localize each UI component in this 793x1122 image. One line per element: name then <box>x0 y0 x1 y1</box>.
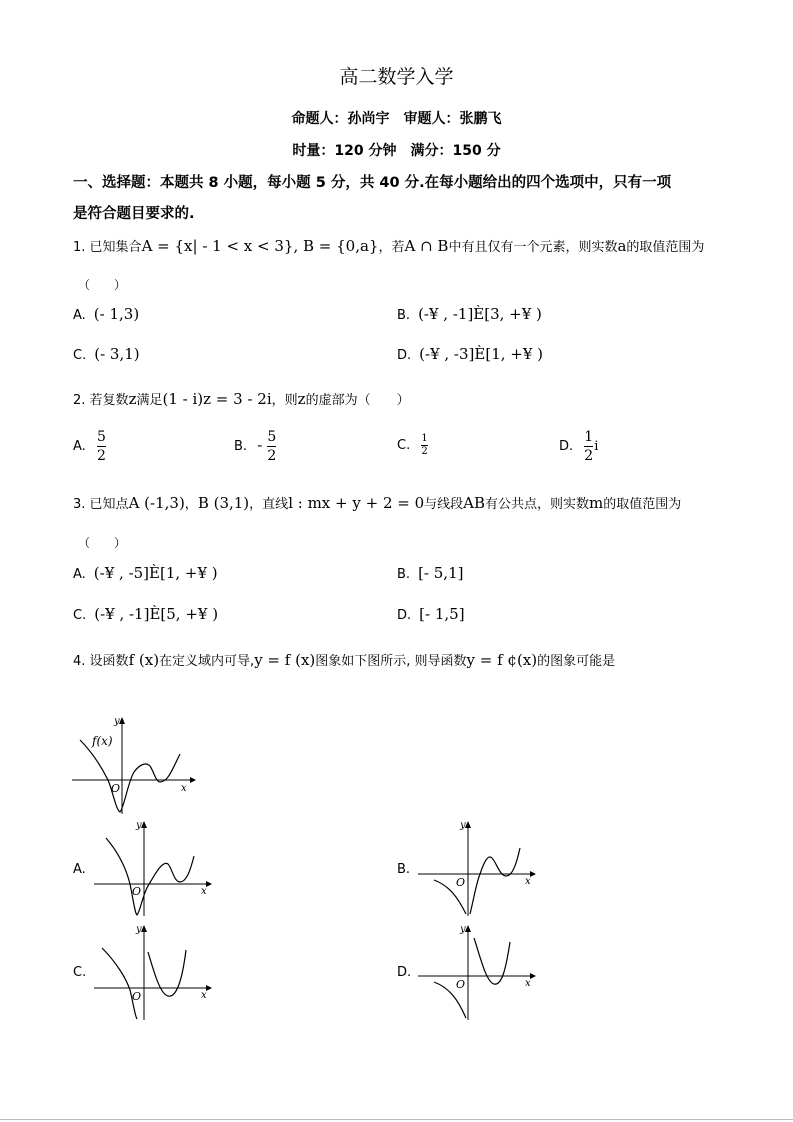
q3-option-b[interactable] <box>397 564 463 582</box>
variable-math: z <box>128 390 137 408</box>
option-label: B. <box>234 439 248 454</box>
option-label: B. <box>397 308 411 323</box>
variable-math: z <box>297 390 306 408</box>
derivative-curve-right <box>474 938 510 984</box>
q3-option-a[interactable] <box>73 564 218 582</box>
q4-option-d-graph[interactable] <box>414 922 539 1022</box>
stem-text: 的图象可能是 <box>537 654 616 669</box>
stem-text: 满足 <box>136 393 163 408</box>
stem-text: 的取值范围为 <box>626 240 705 255</box>
y-axis-label: y <box>460 820 466 831</box>
imaginary-unit: i <box>594 439 599 454</box>
fx-curve <box>80 740 180 812</box>
question-number: 3. <box>73 497 86 512</box>
x-axis-label: x <box>181 783 187 794</box>
option-label: D. <box>397 608 412 623</box>
q1-option-c[interactable] <box>73 345 140 363</box>
stem-text: 图象如下图所示, 则导函数 <box>315 654 467 669</box>
question-number: 2. <box>73 393 86 408</box>
q4-option-a-graph[interactable] <box>90 818 215 918</box>
section-heading-line2: 是符合题目要求的. <box>73 206 195 222</box>
derivative-math: y = f ¢(x) <box>466 651 538 669</box>
q4-option-d-label[interactable]: D. <box>397 965 412 980</box>
set-definition-math: A = {x| - 1 < x < 3}, B = {0,a} <box>141 237 379 255</box>
point-b-math: B (3,1) <box>197 494 250 512</box>
option-value: (- 3,1) <box>94 345 140 363</box>
stem-text: 设函数 <box>89 654 129 669</box>
q1-option-b[interactable] <box>397 305 542 323</box>
variable-math: a <box>617 237 627 255</box>
x-axis-arrow <box>530 973 536 979</box>
x-axis-arrow <box>206 881 212 887</box>
authors-line: 命题人：孙尚宇 审题人：张鹏飞 <box>291 111 502 127</box>
y-axis-label: y <box>136 924 142 935</box>
q3-option-c[interactable] <box>73 605 218 623</box>
fraction-denominator: 2 <box>267 448 277 464</box>
option-value: (-¥ , -3]È[1, +¥ ) <box>419 345 544 363</box>
option-label: A. <box>73 308 86 323</box>
equation-math: (1 - i)z = 3 - 2i <box>162 390 272 408</box>
question-1-stem <box>73 236 704 255</box>
q3-option-d[interactable] <box>397 605 465 623</box>
q4-option-b-graph[interactable] <box>414 818 539 918</box>
fraction-numerator: 5 <box>96 429 106 445</box>
option-label: A. <box>73 439 86 454</box>
y-axis-arrow <box>465 821 471 828</box>
fraction <box>96 428 107 465</box>
x-axis-arrow <box>530 871 536 877</box>
q2-option-a[interactable] <box>73 428 107 465</box>
question-number: 1. <box>73 240 86 255</box>
stem-text: 与线段 <box>424 497 464 512</box>
fx-graph <box>68 712 198 817</box>
stem-text: ，直线 <box>249 497 289 512</box>
stem-text: 的取值范围为 <box>603 497 682 512</box>
y-axis-arrow <box>465 925 471 932</box>
fraction-denominator: 2 <box>584 448 594 464</box>
fraction <box>420 433 428 458</box>
q2-option-d[interactable] <box>559 428 598 465</box>
fraction-numerator: 5 <box>267 429 277 445</box>
stem-text: 已知点 <box>89 497 129 512</box>
option-label: A. <box>73 567 86 582</box>
derivative-curve-left <box>102 948 137 1019</box>
x-axis-label: x <box>525 876 531 887</box>
fraction-numerator: 1 <box>421 433 428 444</box>
x-axis-arrow <box>190 777 196 783</box>
q4-option-c-graph[interactable] <box>90 922 215 1022</box>
q2-option-c[interactable] <box>397 433 429 458</box>
stem-text: ，若 <box>378 240 405 255</box>
question-number: 4. <box>73 654 86 669</box>
fraction <box>583 428 594 465</box>
stem-text: ，则 <box>271 393 298 408</box>
origin-label: O <box>456 876 466 889</box>
y-axis-label: y <box>136 820 142 831</box>
derivative-curve <box>434 848 520 914</box>
y-axis-label: y <box>114 716 120 727</box>
stem-text: 在定义域内可导, <box>159 654 255 669</box>
point-a-math: A (-1,3) <box>128 494 185 512</box>
option-value: [- 1,5] <box>419 605 465 623</box>
q4-option-c-label[interactable]: C. <box>73 965 87 980</box>
section-heading-line1: 一、选择题：本题共 8 小题，每小题 5 分，共 40 分.在每小题给出的四个选项中，只有一项 <box>73 175 672 191</box>
y-axis-arrow <box>119 717 125 724</box>
line-equation-math: l : mx + y + 2 = 0 <box>288 494 425 512</box>
q1-option-d[interactable] <box>397 345 543 363</box>
option-value: (- 1,3) <box>93 305 140 323</box>
question-3-stem <box>73 493 681 512</box>
q2-option-b[interactable] <box>234 428 277 465</box>
stem-text: 的虚部为（ ） <box>305 393 410 408</box>
option-value: (-¥ , -5]È[1, +¥ ) <box>93 564 218 582</box>
x-axis-arrow <box>206 985 212 991</box>
x-axis-label: x <box>201 990 207 1001</box>
function-math: f (x) <box>128 651 160 669</box>
exam-info-line: 时量：120 分钟 满分：150 分 <box>292 143 501 159</box>
option-label: D. <box>559 439 574 454</box>
page-bottom-divider <box>0 1119 793 1120</box>
segment-math: AB <box>463 494 486 512</box>
function-math: y = f (x) <box>254 651 316 669</box>
y-axis-arrow <box>141 925 147 932</box>
stem-text: ， <box>184 497 198 512</box>
option-value: [- 5,1] <box>418 564 464 582</box>
origin-label: O <box>132 990 142 1003</box>
derivative-curve <box>106 838 194 915</box>
y-axis-arrow <box>141 821 147 828</box>
fraction-denominator: 2 <box>96 448 106 464</box>
stem-text: 有公共点，则实数 <box>485 497 590 512</box>
fraction-numerator: 1 <box>584 429 594 445</box>
stem-text: 已知集合 <box>89 240 142 255</box>
option-label: C. <box>73 608 87 623</box>
intersection-math: A ∩ B <box>404 237 449 255</box>
stem-text: 若复数 <box>89 393 129 408</box>
q4-option-b-label[interactable]: B. <box>397 862 411 877</box>
origin-label: O <box>456 978 466 991</box>
answer-parenthesis: （ ） <box>78 278 127 292</box>
origin-label: O <box>132 885 142 898</box>
fx-label: f(x) <box>92 734 113 748</box>
stem-text: 中有且仅有一个元素，则实数 <box>448 240 618 255</box>
option-label: C. <box>397 438 411 453</box>
page-title: 高二数学入学 <box>339 66 454 88</box>
origin-label: O <box>111 782 121 795</box>
question-2-stem <box>73 389 410 408</box>
question-4-stem <box>73 650 615 669</box>
q1-option-a[interactable] <box>73 305 139 323</box>
option-label: D. <box>397 348 412 363</box>
q4-option-a-label[interactable]: A. <box>73 862 86 877</box>
fraction <box>266 428 277 465</box>
x-axis-label: x <box>525 978 531 989</box>
variable-math: m <box>589 494 604 512</box>
option-value: (-¥ , -1]È[5, +¥ ) <box>94 605 219 623</box>
y-axis-label: y <box>460 924 466 935</box>
minus-sign: - <box>257 436 263 454</box>
option-value: (-¥ , -1]È[3, +¥ ) <box>418 305 542 323</box>
option-label: B. <box>397 567 411 582</box>
x-axis-label: x <box>201 886 207 897</box>
fraction-denominator: 2 <box>421 446 428 457</box>
option-label: C. <box>73 348 87 363</box>
derivative-curve-right <box>148 950 186 996</box>
answer-parenthesis: （ ） <box>78 536 127 550</box>
